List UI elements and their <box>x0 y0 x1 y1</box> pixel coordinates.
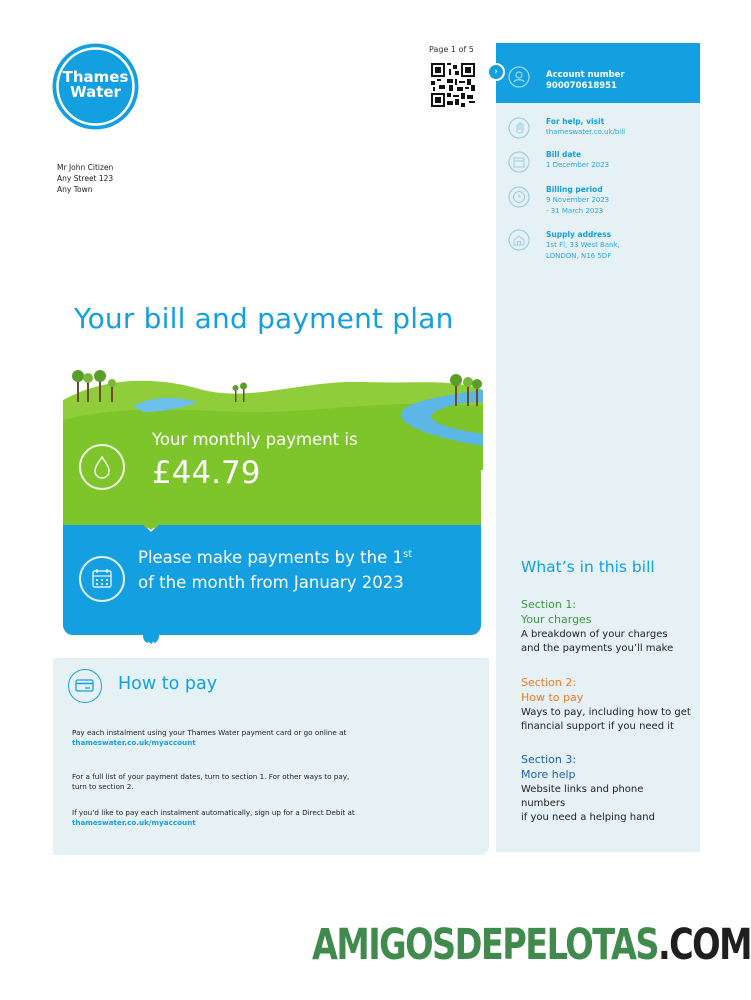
chevron-down-icon <box>143 634 159 644</box>
landscape-illustration <box>63 350 483 470</box>
section1-desc1: A breakdown of your charges <box>521 629 668 640</box>
chevron-right-icon: › <box>487 63 505 81</box>
bill-date-value: 1 December 2023 <box>546 161 610 169</box>
house-icon <box>508 229 530 251</box>
section1-label: Section 1: <box>521 598 577 611</box>
how-to-pay-para3-text: If you’d like to pay each instalment automatically, sign up for a Direct Debit at <box>72 808 355 817</box>
watermark <box>312 920 751 970</box>
payment-date-sup: st <box>402 549 413 560</box>
calendar-payment-icon <box>79 556 125 602</box>
how-to-pay-para3 <box>72 808 472 828</box>
clock-icon <box>508 186 530 208</box>
monthly-payment-amount: £44.79 <box>152 455 261 491</box>
whats-in-bill-heading: What’s in this bill <box>521 558 655 576</box>
how-to-pay-panel <box>53 658 489 855</box>
chevron-down-icon <box>143 520 159 530</box>
myaccount-link-1[interactable]: thameswater.co.uk/myaccount <box>72 738 196 747</box>
section2-desc2: financial support if you need it <box>521 721 674 732</box>
section2-desc1: Ways to pay, including how to get <box>521 707 691 718</box>
section3-desc1: Website links and phone <box>521 784 644 795</box>
qr-code-icon <box>431 63 475 107</box>
logo-line2: Water <box>70 83 121 101</box>
section2-label: Section 2: <box>521 676 577 689</box>
hand-icon <box>508 117 530 139</box>
sidebar <box>496 43 700 852</box>
page-number: Page 1 of 5 <box>429 45 474 54</box>
account-number-value: 900070618951 <box>546 81 617 91</box>
customer-town: Any Town <box>57 185 93 194</box>
section3-desc2: numbers <box>521 798 566 809</box>
water-drop-icon <box>79 444 125 490</box>
watermark-suffix: .COM <box>657 920 751 970</box>
thames-water-logo <box>51 42 140 131</box>
how-to-pay-para1-text: Pay each instalment using your Thames Water payment card or go online at <box>72 728 347 737</box>
customer-address <box>57 162 113 195</box>
payment-date-text <box>138 542 468 595</box>
watermark-main: AMIGOSDEPELOTAS <box>312 920 658 970</box>
section3-label: Section 3: <box>521 753 577 766</box>
payment-card-icon <box>68 669 102 703</box>
logo-line1: Thames <box>62 68 129 86</box>
how-to-pay-para2-line2: turn to section 2. <box>72 782 134 791</box>
billing-period-line2: - 31 March 2023 <box>546 207 604 215</box>
payment-date-part1: Please make payments by the 1 <box>138 548 403 567</box>
user-icon <box>508 66 530 88</box>
page-title: Your bill and payment plan <box>74 302 454 335</box>
help-link[interactable]: thameswater.co.uk/bill <box>546 128 626 136</box>
how-to-pay-para2 <box>72 772 472 792</box>
how-to-pay-title: How to pay <box>118 674 218 694</box>
customer-name: Mr John Citizen <box>57 163 114 172</box>
account-number-panel <box>496 43 700 103</box>
myaccount-link-2[interactable]: thameswater.co.uk/myaccount <box>72 818 196 827</box>
customer-street: Any Street 123 <box>57 174 114 183</box>
account-number-label: Account number <box>546 70 625 80</box>
supply-address-line2: LONDON, N16 5DF <box>546 252 612 260</box>
help-title: For help, visit <box>546 117 605 126</box>
supply-address-line1: 1st Fl, 33 West Bank, <box>546 241 620 249</box>
section3-desc3: if you need a helping hand <box>521 812 655 823</box>
section1-title[interactable]: Your charges <box>521 613 592 626</box>
bill-date-title: Bill date <box>546 150 582 159</box>
billing-period-line1: 9 November 2023 <box>546 196 610 204</box>
supply-address-title: Supply address <box>546 230 612 239</box>
section1-desc2: and the payments you’ll make <box>521 643 674 654</box>
section2-title[interactable]: How to pay <box>521 691 584 704</box>
how-to-pay-para1 <box>72 728 472 748</box>
calendar-icon <box>508 151 530 173</box>
how-to-pay-para2-line1: For a full list of your payment dates, turn to section 1. For other ways to pay, <box>72 772 350 781</box>
billing-period-title: Billing period <box>546 185 603 194</box>
section3-title[interactable]: More help <box>521 768 576 781</box>
payment-date-part2: of the month from January 2023 <box>138 573 404 592</box>
monthly-payment-label: Your monthly payment is <box>152 430 358 449</box>
